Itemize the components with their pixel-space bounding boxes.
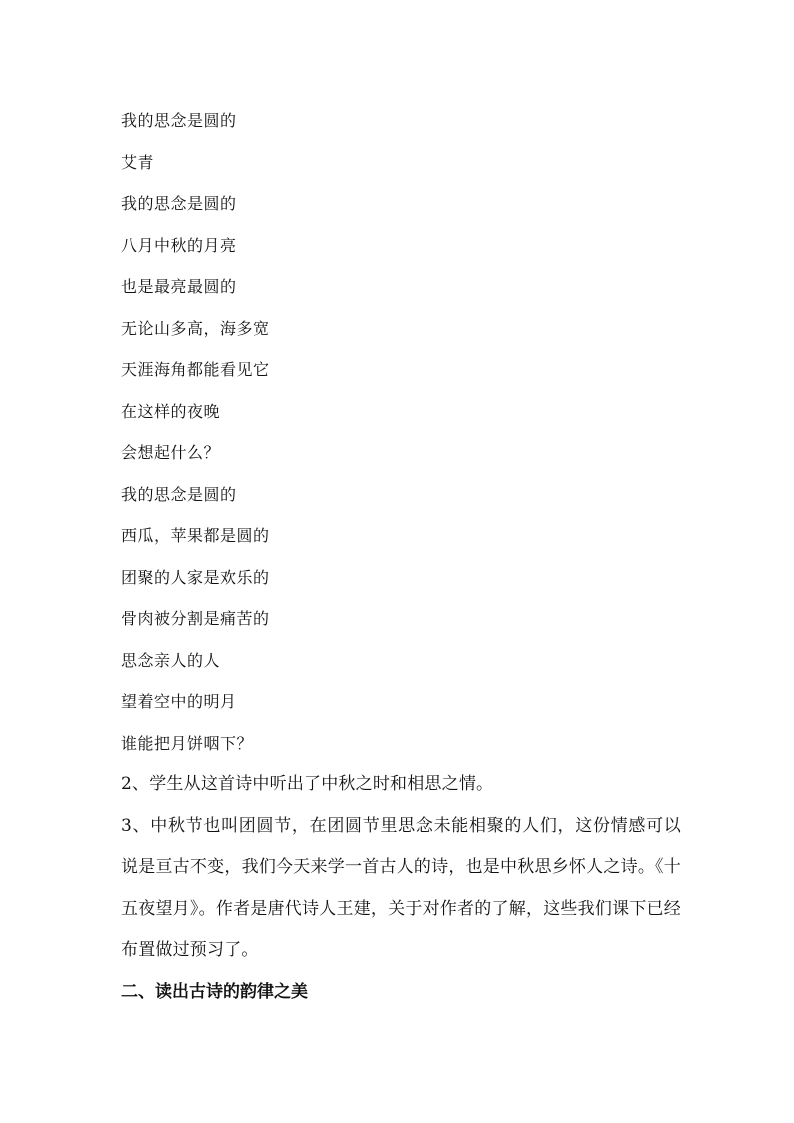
poem-line: 会想起什么？ [121,443,221,462]
poem-line: 团聚的人家是欢乐的 [121,567,270,587]
poem-line: 我的思念是圆的 [121,194,237,213]
section-heading: 二、读出古诗的韵律之美 [121,981,308,1002]
poem-line: 谁能把月饼咽下？ [121,733,254,753]
poem-author: 艾青 [121,152,155,172]
poem-line: 骨肉被分割是痛苦的 [121,609,270,628]
poem-line: 在这样的夜晚 [121,401,221,421]
poem-line: 西瓜，苹果都是圆的 [121,526,270,545]
poem-line: 我的思念是圆的 [121,484,237,504]
poem-title: 我的思念是圆的 [121,111,237,130]
poem-line: 望着空中的明月 [121,692,237,711]
poem-line: 八月中秋的月亮 [121,235,237,255]
paragraph-2: 2、学生从这首诗中听出了中秋之时和相思之情。 [121,774,494,794]
poem-block [121,100,681,764]
document-body [121,100,681,1013]
poem-line: 思念亲人的人 [121,650,221,670]
paragraph-3: 3、中秋节也叫团圆节，在团圆节里思念未能相聚的人们，这份情感可以说是亘古不变，我们今天来学一首古人的诗，也是中秋思乡怀人之诗。《十五夜望月》。作者是唐代诗人王建，关于对作者的了解，这些我们课下已经布置做过预习了。 [121,815,681,960]
poem-line: 无论山多高，海多宽 [121,318,270,338]
poem-line: 也是最亮最圆的 [121,277,237,296]
poem-line: 天涯海角都能看见它 [121,360,270,379]
